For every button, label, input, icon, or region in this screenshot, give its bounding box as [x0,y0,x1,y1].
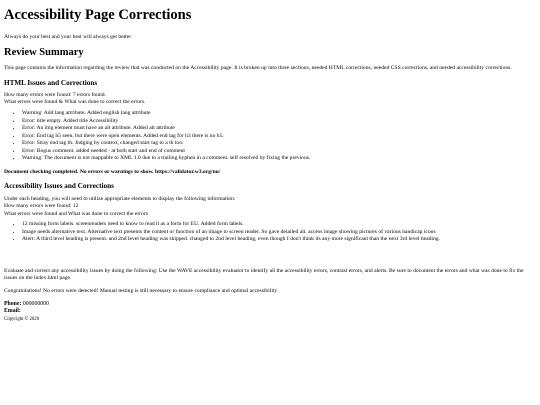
list-item: • Error: An img element must have an alt attribute. Added alt attribute [22,125,536,133]
email-label: Email: [4,308,21,315]
email-line [4,308,536,316]
list-item: • Error: Bogus comment. added needed - at both start and end of comment [22,148,536,156]
html-issues-list [4,110,536,163]
list-item: • Error: title empty. Added title Accessibility [22,118,536,126]
review-summary-intro: This page contains the information regarding the review that was conducted on the Accessibility page. It is broken up into three sections, needed HTML corrections, needed CSS corrections, and needed accessibility corrections. [4,65,512,72]
list-item: • Error: End tag h5 seen, but there were open elements. Added end tag for h3 there is no h5. [22,133,536,141]
accessibility-error-description: What errors were found and What was done to correct the errors [4,210,148,217]
accessibility-error-count: How many errors were found: 12 [4,203,79,210]
evaluation-instructions: Evaluate and correct any accessibility issues by doing the following: Use the WAVE accessibility evaluator to identify all the accessibility errors, contrast errors, and alerts. Be sure to document the errors and what was done to fix the issues on the index.html page. [4,267,524,282]
html-issues-summary [4,92,536,107]
accessibility-issues-summary [4,196,536,219]
evaluation-result: Congratulations! No errors were detected! Manual testing is still necessary to ensure compliance and optimal accessibility [4,287,278,294]
accessibility-issues-heading: Accessibility Issues and Corrections [4,182,114,191]
validator-result: Document checking completed. No errors or warnings to show. https://validator.w3.org/nu/ [4,168,221,175]
section-spacer [4,250,536,268]
phone-value: 000000000 [22,300,49,307]
copyright: Copyright © 2020 [4,316,40,322]
tagline: Always do your best and your best will always get better [4,33,132,40]
phone-label: Phone: [4,300,22,307]
list-item: • Warning: The document is not mappable to XML 1.0 due to a trailing hyphen in a comment. self resolved by fixing the previous. [22,155,536,163]
accessibility-instructions: Under each heading, you will need to utilize appropriate elements to display the following information: [4,195,236,202]
contact-info [4,301,536,323]
html-error-description: What errors were found & What was done to correct the errors. [4,99,146,106]
list-item: • Warning: Add lang attribute. Added english lang attribute [22,110,536,118]
list-item: • Alert: A third level heading is present. and 2nd level heading was skipped. changed to 2nd level heading, even though I don't think its any more significant than the next 3rd level heading. [22,236,536,244]
list-item: • 12 missing form labels. screenreaders need to know to read it as a form for EU. Added form labels. [22,221,536,229]
html-issues-heading: HTML Issues and Corrections [4,78,98,87]
review-summary-heading: Review Summary [4,47,84,59]
phone-line [4,301,536,309]
html-error-count: How many errors were found: 7 errors found. [4,91,106,98]
list-item: • Error: Stray end tag th. Judging by context, changed start tag to a th too. [22,140,536,148]
list-item: • Image needs alternative text. Alternative text presents the content or function of an image to screen reader. So gave detailed alt. access image showing pictures of various handicap icons [22,229,536,237]
page-title: Accessibility Page Corrections [4,7,192,23]
accessibility-issues-list [4,221,536,244]
